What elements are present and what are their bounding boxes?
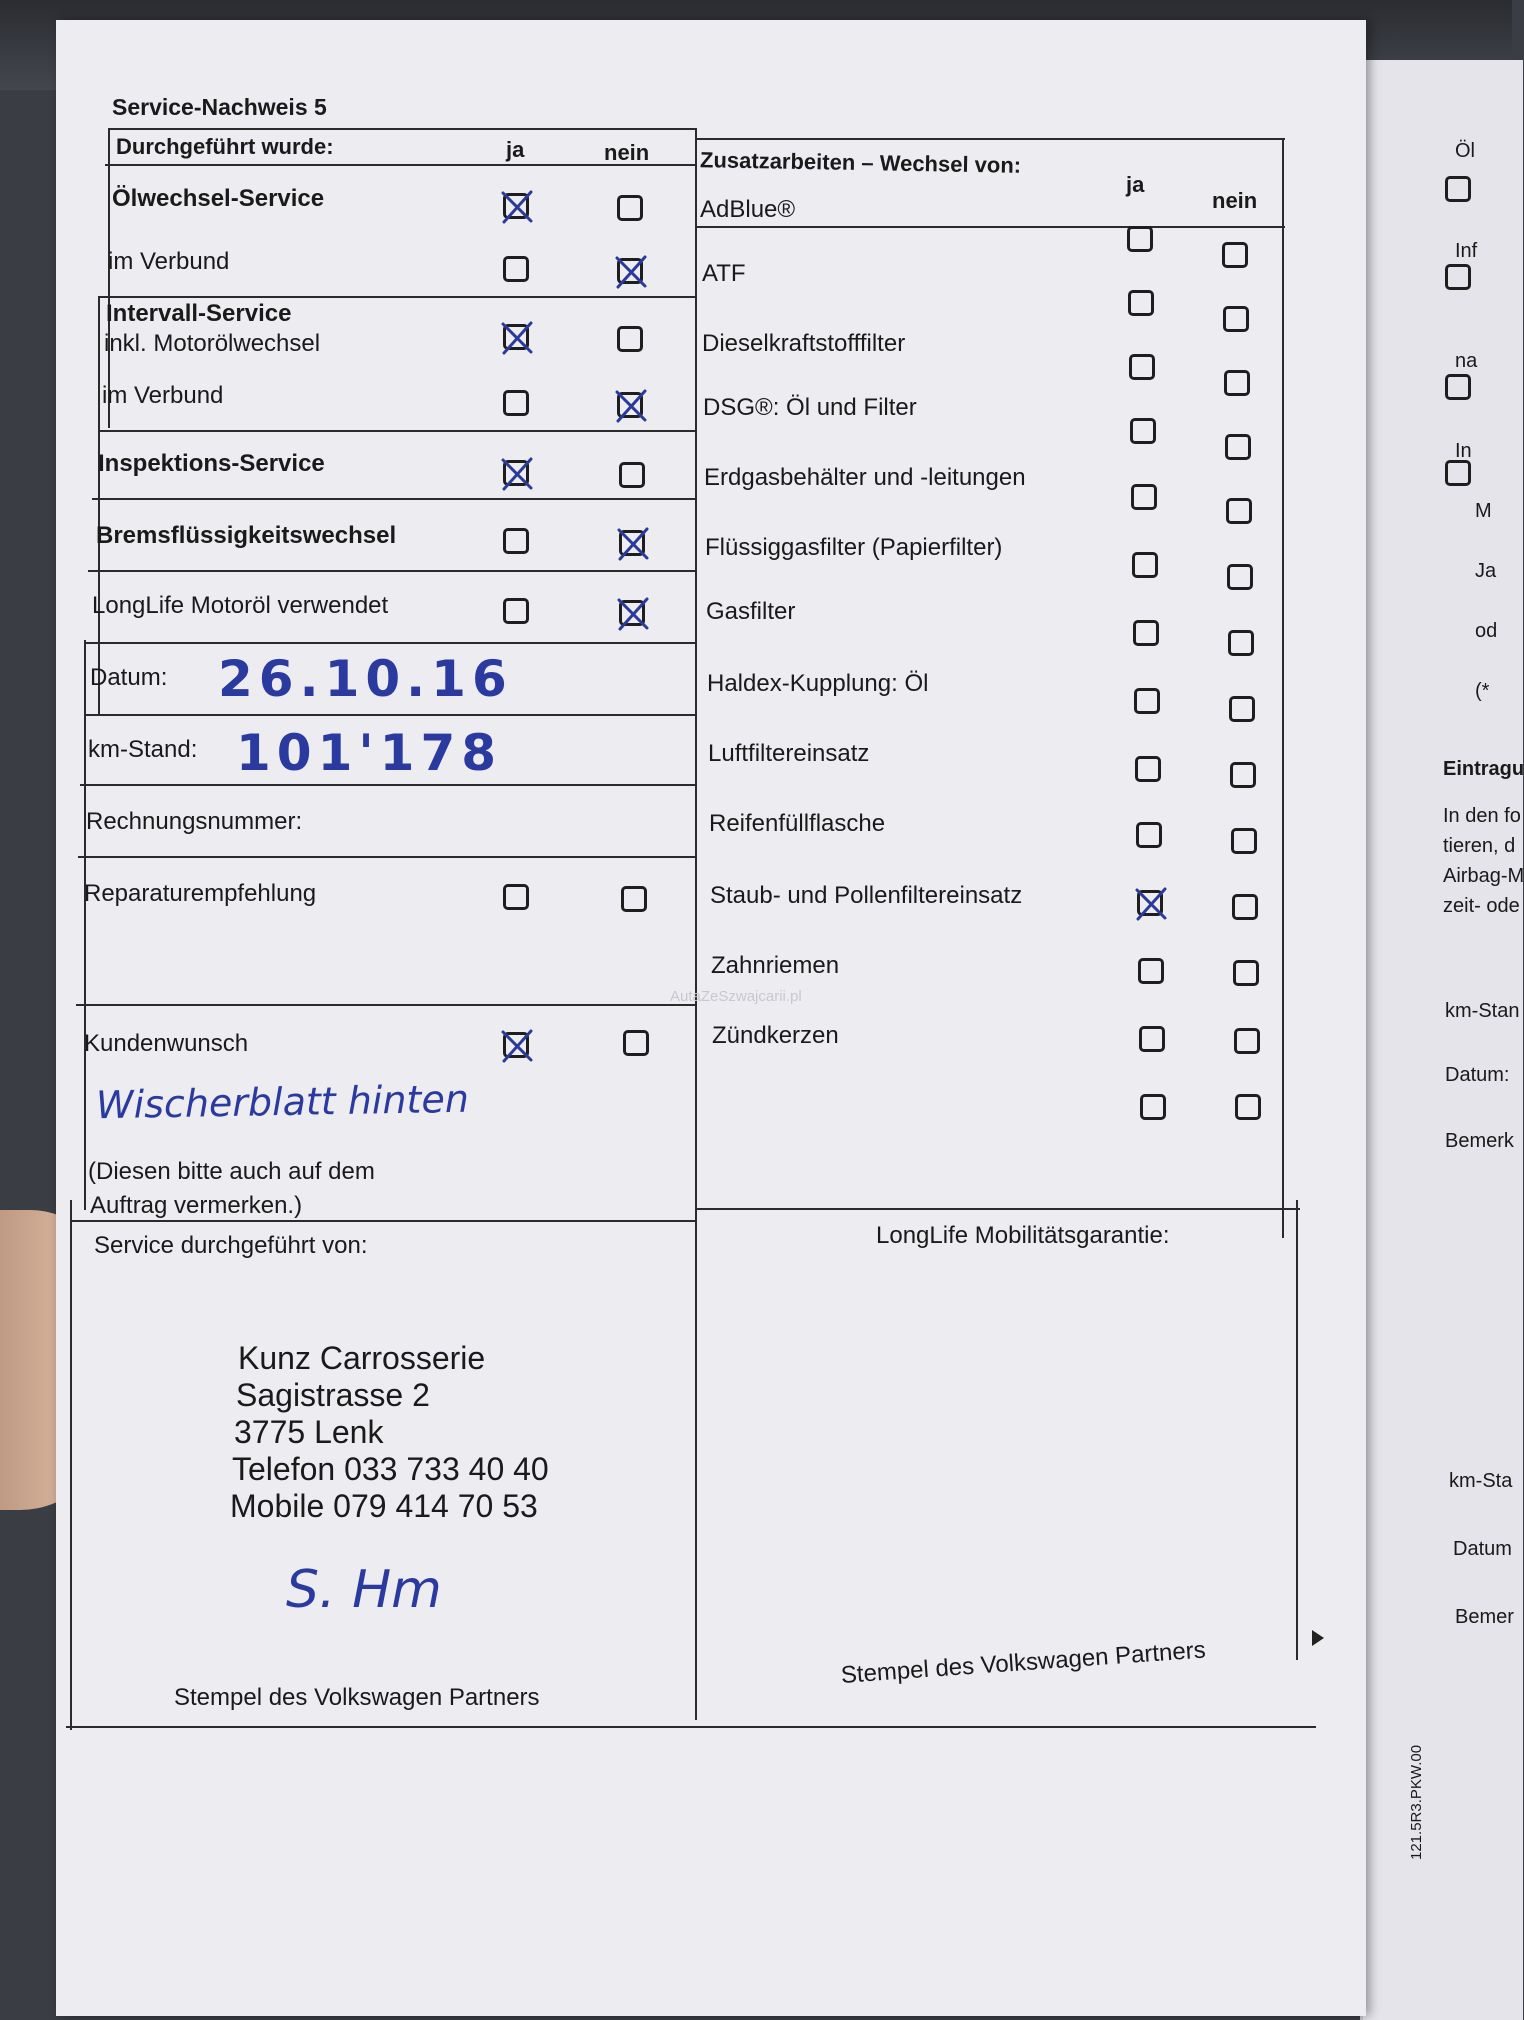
km-stand-label: km-Stand:	[88, 736, 198, 763]
side-heading: Eintragu	[1443, 758, 1524, 780]
side-text: na	[1455, 350, 1478, 372]
side-text: od	[1475, 620, 1498, 642]
hinweis-line-1: (Diesen bitte auch auf dem	[88, 1158, 375, 1185]
zusatz-dieselfilter-label: Dieselkraftstofffilter	[702, 330, 906, 357]
checkbox-reifenfuell-ja[interactable]	[1136, 822, 1162, 848]
stamp-caption-right: Stempel des Volkswagen Partners	[840, 1636, 1207, 1689]
checkbox-luftfilter-nein[interactable]	[1230, 762, 1256, 788]
zusatz-gasfilter-label: Gasfilter	[706, 598, 796, 625]
checkbox-atf-nein[interactable]	[1223, 306, 1249, 332]
zusatz-haldex-label: Haldex-Kupplung: Öl	[707, 670, 929, 697]
checkbox-reparatur-nein[interactable]	[621, 886, 647, 912]
checkbox-adblue-nein[interactable]	[1222, 242, 1248, 268]
rule	[70, 1220, 695, 1222]
side-text: Airbag-M	[1443, 865, 1524, 887]
checkbox-reparatur-ja[interactable]	[503, 884, 529, 910]
side-checkbox	[1445, 374, 1471, 400]
side-text: km-Sta	[1449, 1470, 1513, 1492]
checkbox-haldex-nein[interactable]	[1229, 696, 1255, 722]
signature: S. Hm	[286, 1560, 442, 1620]
checkbox-fluessiggas-ja[interactable]	[1132, 552, 1158, 578]
rule	[100, 296, 695, 298]
rule	[98, 430, 695, 432]
checkbox-adblue-ja[interactable]	[1127, 226, 1153, 252]
row-label-longlife-oel: LongLife Motoröl verwendet	[92, 592, 389, 619]
rule	[88, 570, 695, 572]
checkbox-longlife-oel-ja[interactable]	[503, 598, 529, 624]
rechnungsnummer-label: Rechnungsnummer:	[86, 808, 303, 835]
adjacent-page	[1360, 60, 1523, 2020]
datum-value[interactable]: 26.10.16	[218, 650, 513, 708]
rule	[78, 856, 695, 858]
check-cross-icon	[616, 527, 650, 561]
side-text: Datum	[1453, 1538, 1512, 1560]
rule	[695, 1208, 1300, 1210]
checkbox-zahnriemen-ja[interactable]	[1138, 958, 1164, 984]
side-text: (*	[1475, 680, 1490, 702]
checkbox-intervall-nein[interactable]	[617, 326, 643, 352]
checkbox-oelwechsel-ja[interactable]	[503, 193, 529, 219]
next-page-arrow-icon	[1312, 1630, 1324, 1646]
checkbox-haldex-ja[interactable]	[1134, 688, 1160, 714]
left-header: Durchgeführt wurde:	[116, 134, 334, 159]
checkbox-blank-ja[interactable]	[1140, 1094, 1166, 1120]
side-text: Inf	[1455, 240, 1478, 262]
kundenwunsch-label: Kundenwunsch	[84, 1030, 249, 1057]
checkbox-pollenfilter-ja[interactable]	[1137, 890, 1163, 916]
rule	[695, 226, 1285, 228]
rule	[70, 1200, 72, 1730]
checkbox-erdgas-ja[interactable]	[1131, 484, 1157, 510]
checkbox-inspektion-ja[interactable]	[503, 460, 529, 486]
checkbox-verbund-2-ja[interactable]	[503, 390, 529, 416]
zusatz-pollenfilter-label: Staub- und Pollenfiltereinsatz	[710, 882, 1023, 909]
checkbox-reifenfuell-nein[interactable]	[1231, 828, 1257, 854]
stamp-caption-left: Stempel des Volkswagen Partners	[174, 1684, 540, 1711]
left-header-nein: nein	[604, 140, 650, 165]
checkbox-dieselfilter-ja[interactable]	[1129, 354, 1155, 380]
checkbox-zuendkerzen-nein[interactable]	[1234, 1028, 1260, 1054]
zusatz-zuendkerzen-label: Zündkerzen	[712, 1022, 839, 1049]
checkbox-zahnriemen-nein[interactable]	[1233, 960, 1259, 986]
row-label-intervall: Intervall-Service	[106, 300, 292, 327]
right-header: Zusatzarbeiten – Wechsel von:	[699, 147, 1022, 178]
checkbox-verbund-1-nein[interactable]	[617, 258, 643, 284]
check-cross-icon	[500, 457, 534, 491]
checkbox-verbund-1-ja[interactable]	[503, 256, 529, 282]
checkbox-luftfilter-ja[interactable]	[1135, 756, 1161, 782]
check-cross-icon	[614, 389, 648, 423]
reparaturempfehlung-label: Reparaturempfehlung	[84, 880, 317, 907]
row-label-verbund-1: im Verbund	[108, 248, 230, 275]
checkbox-atf-ja[interactable]	[1128, 290, 1154, 316]
page-title: Service-Nachweis 5	[112, 94, 327, 120]
zusatz-erdgas-label: Erdgasbehälter und -leitungen	[704, 464, 1026, 491]
zusatz-reifenfuell-label: Reifenfüllflasche	[709, 810, 886, 837]
stamp-line: Telefon 033 733 40 40	[232, 1451, 549, 1487]
checkbox-inspektion-nein[interactable]	[619, 462, 645, 488]
zusatz-dsg-label: DSG®: Öl und Filter	[703, 394, 917, 421]
side-text: tieren, d	[1443, 835, 1516, 857]
rule	[84, 714, 695, 716]
checkbox-bremsfluessigkeit-ja[interactable]	[503, 528, 529, 554]
rule	[110, 128, 695, 130]
side-text: M	[1475, 500, 1492, 522]
side-text: In	[1455, 440, 1472, 462]
kundenwunsch-note[interactable]: Wischerblatt hinten	[95, 1076, 470, 1128]
stamp-line: Mobile 079 414 70 53	[230, 1488, 538, 1524]
row-label-oelwechsel: Ölwechsel-Service	[112, 185, 325, 212]
checkbox-erdgas-nein[interactable]	[1226, 498, 1252, 524]
side-checkbox	[1445, 176, 1471, 202]
zusatz-atf-label: ATF	[702, 260, 746, 287]
rule	[80, 784, 695, 786]
row-label-bremsfluessigkeit: Bremsflüssigkeitswechsel	[96, 522, 397, 549]
side-checkbox	[1445, 264, 1471, 290]
checkbox-zuendkerzen-ja[interactable]	[1139, 1026, 1165, 1052]
side-text: km-Stan	[1445, 1000, 1520, 1022]
zusatz-zahnriemen-label: Zahnriemen	[711, 952, 840, 979]
mobilitaetsgarantie-label: LongLife Mobilitätsgarantie:	[876, 1222, 1170, 1249]
check-cross-icon	[500, 1029, 534, 1063]
checkbox-dsg-ja[interactable]	[1130, 418, 1156, 444]
watermark: AutaZeSzwajcarii.pl	[670, 988, 802, 1005]
side-text: Bemerk	[1445, 1130, 1514, 1152]
right-header-ja: ja	[1126, 172, 1145, 197]
hinweis-line-2: Auftrag vermerken.)	[90, 1192, 303, 1219]
rule	[1296, 1200, 1298, 1660]
side-text: Öl	[1455, 140, 1475, 162]
side-text: In den fo	[1443, 805, 1521, 827]
rule	[98, 296, 100, 716]
side-text: Bemer	[1455, 1606, 1514, 1628]
side-text: Datum:	[1445, 1064, 1510, 1086]
checkbox-oelwechsel-nein[interactable]	[617, 195, 643, 221]
zusatz-luftfilter-label: Luftfiltereinsatz	[708, 740, 870, 767]
rule	[76, 1004, 695, 1006]
check-cross-icon	[500, 321, 534, 355]
check-cross-icon	[1134, 887, 1168, 921]
checkbox-longlife-oel-nein[interactable]	[619, 600, 645, 626]
check-cross-icon	[616, 597, 650, 631]
side-text: Ja	[1475, 560, 1497, 582]
side-checkbox	[1445, 460, 1471, 486]
rule	[1282, 138, 1284, 1238]
check-cross-icon	[500, 190, 534, 224]
zusatz-adblue-label: AdBlue®	[700, 196, 796, 223]
datum-label: Datum:	[90, 664, 168, 691]
check-cross-icon	[614, 255, 648, 289]
rule	[92, 498, 695, 500]
stamp-line: Sagistrasse 2	[236, 1377, 430, 1413]
checkbox-kundenwunsch-nein[interactable]	[623, 1030, 649, 1056]
checkbox-kundenwunsch-ja[interactable]	[503, 1032, 529, 1058]
column-divider	[695, 128, 697, 1720]
stamp-line: Kunz Carrosserie	[238, 1340, 486, 1376]
form-code: 121.5R3.PKW.00	[1408, 1744, 1425, 1860]
checkbox-dsg-nein[interactable]	[1225, 434, 1251, 460]
rule	[695, 138, 1285, 140]
checkbox-dieselfilter-nein[interactable]	[1224, 370, 1250, 396]
side-text: zeit- ode	[1443, 895, 1520, 917]
stamp-line: 3775 Lenk	[234, 1414, 384, 1450]
checkbox-blank-nein[interactable]	[1235, 1094, 1261, 1120]
row-label-verbund-2: im Verbund	[102, 382, 224, 409]
zusatz-fluessiggas-label: Flüssiggasfilter (Papierfilter)	[705, 534, 1003, 561]
checkbox-verbund-2-nein[interactable]	[617, 392, 643, 418]
checkbox-fluessiggas-nein[interactable]	[1227, 564, 1253, 590]
rule	[84, 640, 86, 1210]
checkbox-intervall-ja[interactable]	[503, 324, 529, 350]
left-header-ja: ja	[506, 137, 525, 162]
service-durchgefuehrt-label: Service durchgeführt von:	[94, 1232, 368, 1259]
checkbox-gasfilter-nein[interactable]	[1228, 630, 1254, 656]
row-label-inspektion: Inspektions-Service	[98, 450, 325, 477]
checkbox-bremsfluessigkeit-nein[interactable]	[619, 530, 645, 556]
row-label-intervall-sub: inkl. Motorölwechsel	[104, 330, 321, 357]
checkbox-gasfilter-ja[interactable]	[1133, 620, 1159, 646]
rule	[66, 1726, 1316, 1728]
rule	[86, 642, 695, 644]
right-header-nein: nein	[1212, 188, 1258, 213]
km-stand-value[interactable]: 101'178	[236, 724, 503, 782]
checkbox-pollenfilter-nein[interactable]	[1232, 894, 1258, 920]
